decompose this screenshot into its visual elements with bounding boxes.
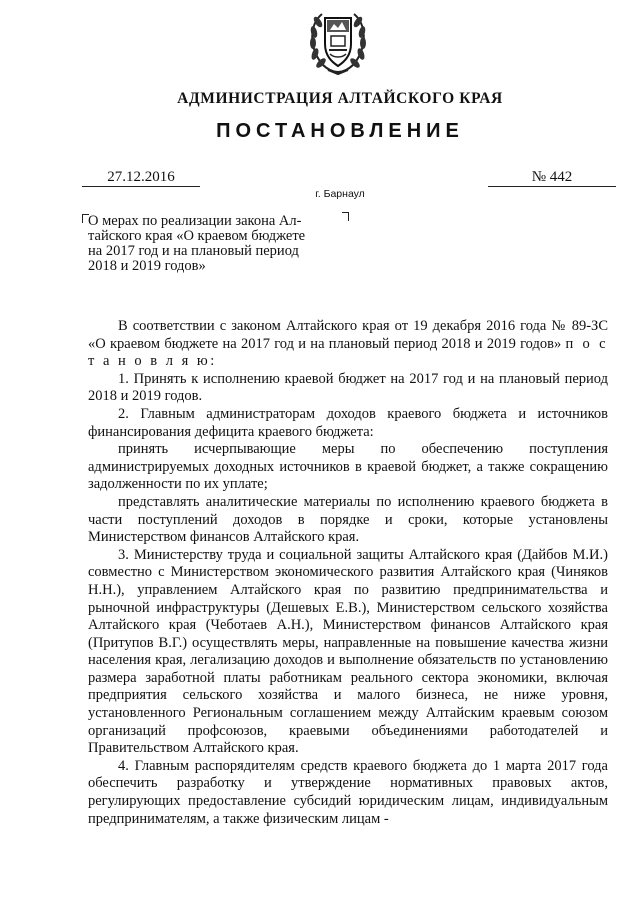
body-paragraph: принять исчерпывающие меры по обеспечению поступления администрируемых доходных источников в краевой бюджет, а также сокращению задолженности по их уплате;	[88, 441, 608, 493]
coat-of-arms-icon	[300, 6, 376, 76]
subject-line: тайского края «О краевом бюджете	[88, 228, 306, 244]
subject-line: 2018 и 2019 годов»	[88, 258, 206, 274]
document-city: г. Барнаул	[315, 188, 365, 200]
subject-line: О мерах по реализации закона Ал-	[88, 213, 302, 229]
body-paragraph: 3. Министерству труда и социальной защиты Алтайского края (Дайбов М.И.) совместно с Министерством экономического развития Алтайского края (Чиняков Н.Н.), управлением Алтайского края по развитию предпринимательства и рыночной инфраструктуры (Дешевых Е.В.), Министерством сельского хозяйства Алтайского края (Чеботаев А.Н.), Министерством финансов Алтайского края (Притупов В.Г.) осуществлять меры, направленные на повышение качества жизни населения края, легализацию доходов и выполнение обязательств по установлению размера заработной платы работникам реального сектора экономики, включая предприятия сельского хозяйства и малого бизнеса, не ниже уровня, установленного Региональным соглашением между Алтайским краевым союзом организаций профсоюзов, краевыми объединениями работодателей и Правительством Алтайского края.	[88, 546, 608, 757]
preamble-text: В соответствии с законом Алтайского края от 19 декабря 2016 года № 89-ЗС «О краевом бюджете на 2017 год и на плановый период 2018 и 2019 годов»	[88, 318, 608, 352]
document-number: № 442	[488, 168, 616, 187]
document-type: ПОСТАНОВЛЕНИЕ	[216, 120, 464, 142]
document-date: 27.12.2016	[82, 168, 200, 187]
body-paragraph: 2. Главным администраторам доходов краевого бюджета и источников финансирования дефицита краевого бюджета:	[88, 405, 608, 440]
organization-title: АДМИНИСТРАЦИЯ АЛТАЙСКОГО КРАЯ	[177, 90, 503, 107]
preamble-paragraph	[88, 318, 608, 371]
resolve-word: п о с т а н о в л я ю:	[88, 335, 609, 370]
document-body	[88, 318, 608, 828]
document-subject	[88, 214, 346, 274]
body-paragraph: 4. Главным распорядителям средств краевого бюджета до 1 марта 2017 года обеспечить разработку и утверждение нормативных правовых актов, регулирующих предоставление субсидий юридическим лицам, индивидуальным предпринимателям, а также физическим лицам -	[88, 757, 608, 827]
body-paragraph: представлять аналитические материалы по исполнению краевого бюджета в части поступлений доходов в порядке и сроки, которые установлены Министерством финансов Алтайского края.	[88, 493, 608, 546]
body-paragraph: 1. Принять к исполнению краевой бюджет на 2017 год и на плановый период 2018 и 2019 годов.	[88, 370, 608, 405]
subject-line: на 2017 год и на плановый период	[88, 243, 299, 259]
